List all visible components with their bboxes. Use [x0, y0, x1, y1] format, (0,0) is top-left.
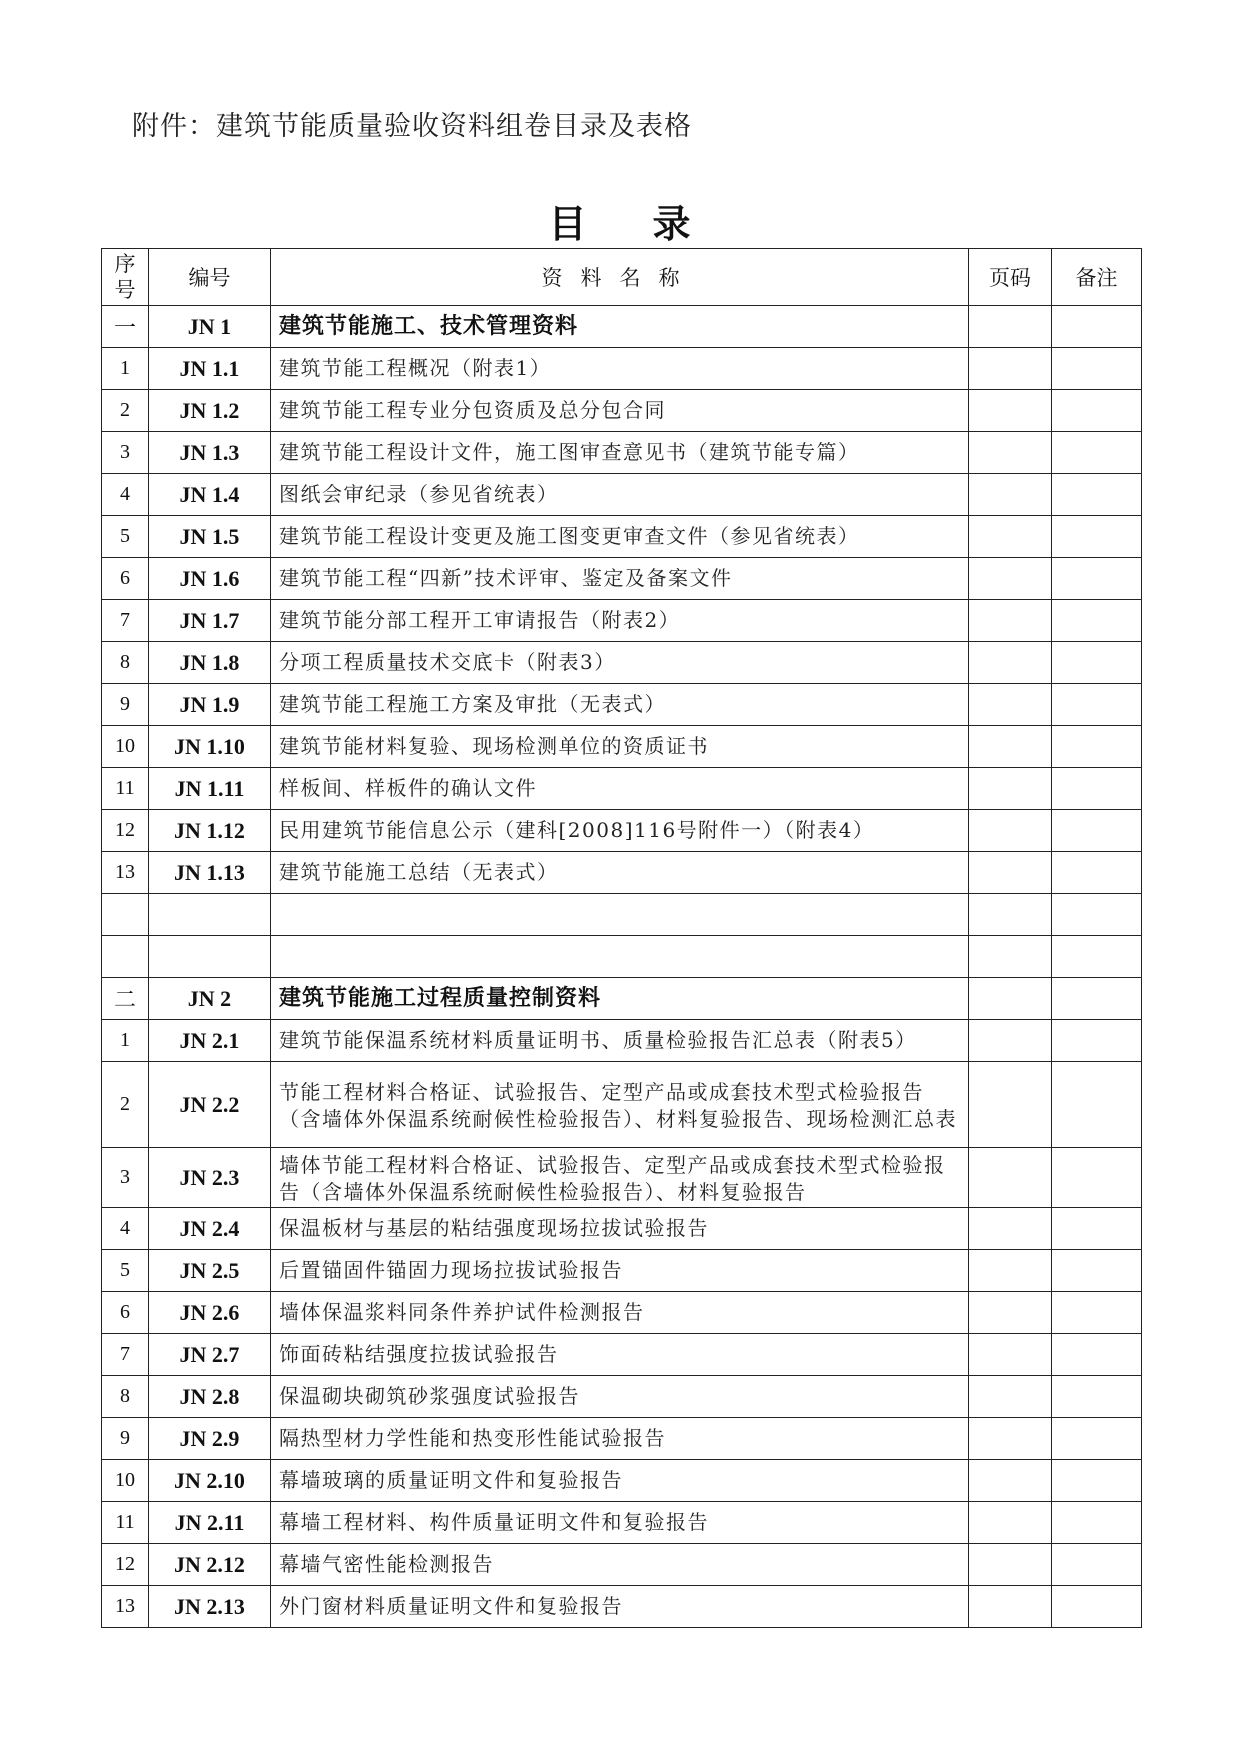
row-note	[1052, 1544, 1142, 1586]
table-row	[102, 1148, 1142, 1208]
row-seq: 9	[102, 1418, 149, 1460]
row-seq: 二	[102, 978, 149, 1020]
row-seq: 2	[102, 390, 149, 432]
row-name: 墙体节能工程材料合格证、试验报告、定型产品或成套技术型式检验报告（含墙体外保温系统耐候性检验报告）、材料复验报告	[271, 1148, 969, 1208]
row-page	[969, 432, 1052, 474]
title-char-2: 录	[652, 201, 693, 246]
table-row	[102, 852, 1142, 894]
row-name: 建筑节能分部工程开工审请报告（附表2）	[271, 600, 969, 642]
row-note	[1052, 1062, 1142, 1148]
row-name: 饰面砖粘结强度拉拔试验报告	[271, 1334, 969, 1376]
table-row	[102, 768, 1142, 810]
row-seq: 8	[102, 1376, 149, 1418]
table-row	[102, 1020, 1142, 1062]
row-code: JN 1.1	[149, 348, 271, 390]
row-code: JN 1.7	[149, 600, 271, 642]
row-seq: 9	[102, 684, 149, 726]
row-name: 建筑节能施工总结（无表式）	[271, 852, 969, 894]
row-name: 建筑节能材料复验、现场检测单位的资质证书	[271, 726, 969, 768]
row-seq	[102, 894, 149, 936]
header-page: 页码	[969, 249, 1052, 306]
row-seq: 3	[102, 432, 149, 474]
row-code: JN 1.2	[149, 390, 271, 432]
row-code: JN 2.3	[149, 1148, 271, 1208]
row-seq: 7	[102, 1334, 149, 1376]
row-seq: 一	[102, 306, 149, 348]
row-page	[969, 978, 1052, 1020]
row-page	[969, 1376, 1052, 1418]
table-row	[102, 516, 1142, 558]
row-code: JN 2.4	[149, 1208, 271, 1250]
row-note	[1052, 684, 1142, 726]
header-name: 资料名称	[271, 249, 969, 306]
row-page	[969, 600, 1052, 642]
table-row	[102, 474, 1142, 516]
row-note	[1052, 1460, 1142, 1502]
row-name: 建筑节能工程设计变更及施工图变更审查文件（参见省统表）	[271, 516, 969, 558]
row-note	[1052, 1250, 1142, 1292]
row-page	[969, 516, 1052, 558]
row-seq: 12	[102, 1544, 149, 1586]
row-page	[969, 1062, 1052, 1148]
row-note	[1052, 1418, 1142, 1460]
row-name: 节能工程材料合格证、试验报告、定型产品或成套技术型式检验报告（含墙体外保温系统耐候性检验报告）、材料复验报告、现场检测汇总表	[271, 1062, 969, 1148]
table-row	[102, 1418, 1142, 1460]
row-seq: 12	[102, 810, 149, 852]
header-seq	[102, 249, 149, 306]
header-seq-line1: 序	[114, 252, 136, 276]
row-name: 幕墙气密性能检测报告	[271, 1544, 969, 1586]
table-header-row	[102, 249, 1142, 306]
row-page	[969, 936, 1052, 978]
row-seq: 7	[102, 600, 149, 642]
row-seq: 6	[102, 558, 149, 600]
row-seq: 13	[102, 852, 149, 894]
row-code: JN 2.11	[149, 1502, 271, 1544]
row-page	[969, 306, 1052, 348]
row-seq: 4	[102, 474, 149, 516]
table-row	[102, 1334, 1142, 1376]
row-code: JN 2.9	[149, 1418, 271, 1460]
row-seq: 8	[102, 642, 149, 684]
row-code: JN 2.5	[149, 1250, 271, 1292]
row-note	[1052, 1502, 1142, 1544]
row-code: JN 2.2	[149, 1062, 271, 1148]
row-seq: 1	[102, 1020, 149, 1062]
row-note	[1052, 1376, 1142, 1418]
title-char-1: 目	[548, 201, 589, 246]
row-note	[1052, 726, 1142, 768]
row-name: 建筑节能工程概况（附表1）	[271, 348, 969, 390]
row-note	[1052, 1208, 1142, 1250]
row-note	[1052, 558, 1142, 600]
table-row	[102, 936, 1142, 978]
table-row	[102, 600, 1142, 642]
row-code: JN 2.1	[149, 1020, 271, 1062]
row-page	[969, 1250, 1052, 1292]
table-row	[102, 684, 1142, 726]
row-note	[1052, 348, 1142, 390]
row-page	[969, 642, 1052, 684]
row-note	[1052, 768, 1142, 810]
row-note	[1052, 600, 1142, 642]
row-seq: 13	[102, 1586, 149, 1628]
row-code: JN 1.10	[149, 726, 271, 768]
row-name: 样板间、样板件的确认文件	[271, 768, 969, 810]
header-note: 备注	[1052, 249, 1142, 306]
row-code: JN 1	[149, 306, 271, 348]
row-name: 建筑节能工程“四新”技术评审、鉴定及备案文件	[271, 558, 969, 600]
row-name: 建筑节能施工过程质量控制资料	[271, 978, 969, 1020]
row-name	[271, 894, 969, 936]
row-code	[149, 894, 271, 936]
table-row	[102, 1376, 1142, 1418]
row-page	[969, 474, 1052, 516]
table-row	[102, 1460, 1142, 1502]
row-name: 幕墙工程材料、构件质量证明文件和复验报告	[271, 1502, 969, 1544]
row-code: JN 2.13	[149, 1586, 271, 1628]
row-seq: 5	[102, 1250, 149, 1292]
row-name: 建筑节能工程施工方案及审批（无表式）	[271, 684, 969, 726]
row-seq: 11	[102, 1502, 149, 1544]
row-name: 外门窗材料质量证明文件和复验报告	[271, 1586, 969, 1628]
header-seq-line2: 号	[114, 278, 136, 302]
row-seq: 11	[102, 768, 149, 810]
row-note	[1052, 516, 1142, 558]
row-seq: 4	[102, 1208, 149, 1250]
row-seq	[102, 936, 149, 978]
table-row	[102, 348, 1142, 390]
row-code: JN 2.8	[149, 1376, 271, 1418]
row-page	[969, 558, 1052, 600]
table-row	[102, 1586, 1142, 1628]
row-seq: 6	[102, 1292, 149, 1334]
row-page	[969, 1020, 1052, 1062]
row-page	[969, 1148, 1052, 1208]
row-name: 建筑节能工程设计文件，施工图审查意见书（建筑节能专篇）	[271, 432, 969, 474]
row-page	[969, 1292, 1052, 1334]
row-page	[969, 348, 1052, 390]
row-note	[1052, 810, 1142, 852]
row-page	[969, 1502, 1052, 1544]
row-note	[1052, 306, 1142, 348]
row-seq: 3	[102, 1148, 149, 1208]
table-row	[102, 810, 1142, 852]
row-note	[1052, 1020, 1142, 1062]
row-name: 分项工程质量技术交底卡（附表3）	[271, 642, 969, 684]
row-note	[1052, 474, 1142, 516]
row-page	[969, 1418, 1052, 1460]
row-page	[969, 390, 1052, 432]
row-page	[969, 1334, 1052, 1376]
row-code: JN 2.12	[149, 1544, 271, 1586]
row-page	[969, 768, 1052, 810]
attachment-heading: 附件：建筑节能质量验收资料组卷目录及表格	[132, 111, 692, 142]
row-seq: 1	[102, 348, 149, 390]
row-code: JN 1.9	[149, 684, 271, 726]
row-seq: 10	[102, 726, 149, 768]
row-page	[969, 1460, 1052, 1502]
row-code: JN 1.12	[149, 810, 271, 852]
row-note	[1052, 432, 1142, 474]
row-name: 建筑节能工程专业分包资质及总分包合同	[271, 390, 969, 432]
catalog-table	[101, 248, 1142, 1628]
row-page	[969, 810, 1052, 852]
row-code: JN 1.11	[149, 768, 271, 810]
row-note	[1052, 1334, 1142, 1376]
row-name: 建筑节能施工、技术管理资料	[271, 306, 969, 348]
row-name: 保温板材与基层的粘结强度现场拉拔试验报告	[271, 1208, 969, 1250]
row-code: JN 2.7	[149, 1334, 271, 1376]
table-row	[102, 390, 1142, 432]
row-note	[1052, 1586, 1142, 1628]
row-page	[969, 1544, 1052, 1586]
row-name: 隔热型材力学性能和热变形性能试验报告	[271, 1418, 969, 1460]
table-row	[102, 1502, 1142, 1544]
table-row	[102, 642, 1142, 684]
table-row	[102, 1292, 1142, 1334]
row-note	[1052, 1148, 1142, 1208]
header-code: 编号	[149, 249, 271, 306]
row-page	[969, 852, 1052, 894]
row-note	[1052, 642, 1142, 684]
table-row	[102, 1544, 1142, 1586]
table-row	[102, 1250, 1142, 1292]
row-page	[969, 1208, 1052, 1250]
row-code: JN 2.6	[149, 1292, 271, 1334]
table-row	[102, 1208, 1142, 1250]
table-row	[102, 894, 1142, 936]
row-name: 民用建筑节能信息公示（建科[2008]116号附件一）（附表4）	[271, 810, 969, 852]
row-note	[1052, 390, 1142, 432]
row-name: 墙体保温浆料同条件养护试件检测报告	[271, 1292, 969, 1334]
row-name: 幕墙玻璃的质量证明文件和复验报告	[271, 1460, 969, 1502]
row-code: JN 1.4	[149, 474, 271, 516]
row-name: 后置锚固件锚固力现场拉拔试验报告	[271, 1250, 969, 1292]
row-code: JN 1.3	[149, 432, 271, 474]
row-name: 建筑节能保温系统材料质量证明书、质量检验报告汇总表（附表5）	[271, 1020, 969, 1062]
section-row	[102, 306, 1142, 348]
row-page	[969, 1586, 1052, 1628]
table-row	[102, 558, 1142, 600]
table-row	[102, 432, 1142, 474]
row-seq: 10	[102, 1460, 149, 1502]
row-code: JN 2	[149, 978, 271, 1020]
row-page	[969, 894, 1052, 936]
row-name: 图纸会审纪录（参见省统表）	[271, 474, 969, 516]
section-row	[102, 978, 1142, 1020]
table-row	[102, 726, 1142, 768]
row-note	[1052, 936, 1142, 978]
row-code: JN 1.13	[149, 852, 271, 894]
row-code	[149, 936, 271, 978]
row-name	[271, 936, 969, 978]
row-note	[1052, 1292, 1142, 1334]
page-title	[0, 193, 1241, 248]
row-page	[969, 684, 1052, 726]
row-seq: 2	[102, 1062, 149, 1148]
row-page	[969, 726, 1052, 768]
row-code: JN 1.5	[149, 516, 271, 558]
row-seq: 5	[102, 516, 149, 558]
row-note	[1052, 852, 1142, 894]
table-row	[102, 1062, 1142, 1148]
row-code: JN 1.6	[149, 558, 271, 600]
row-note	[1052, 894, 1142, 936]
row-name: 保温砌块砌筑砂浆强度试验报告	[271, 1376, 969, 1418]
row-note	[1052, 978, 1142, 1020]
row-code: JN 2.10	[149, 1460, 271, 1502]
row-code: JN 1.8	[149, 642, 271, 684]
